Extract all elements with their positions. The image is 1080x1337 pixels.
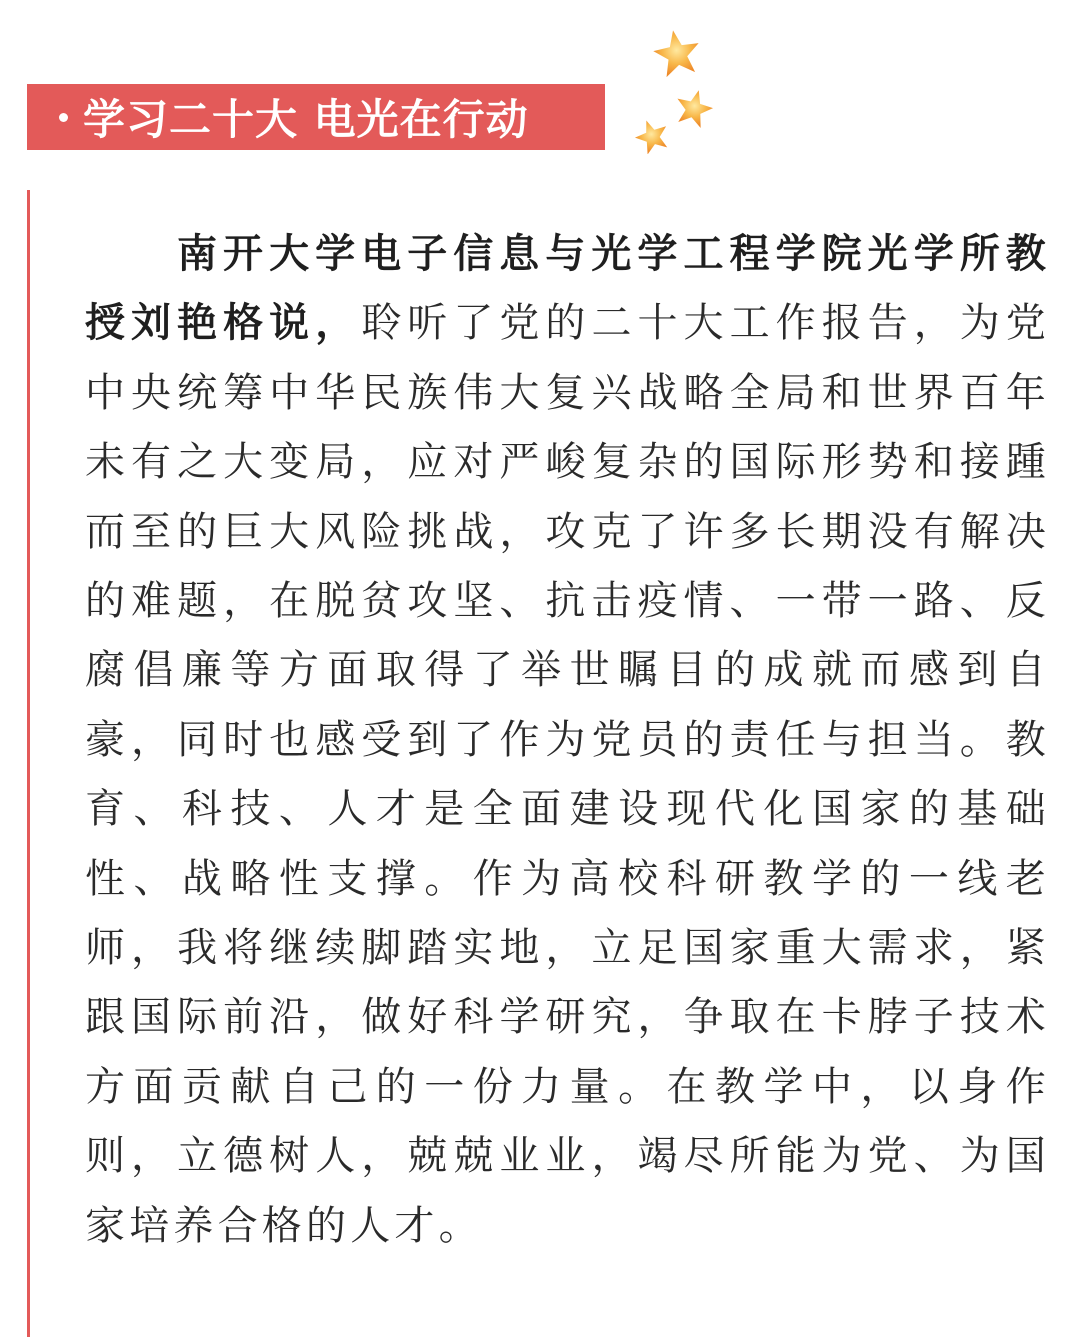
section-banner [27,84,605,150]
bullet-dot [59,113,68,122]
section-title: 学习二十大 电光在行动 [83,95,529,144]
article-lead: 南开大学电子信息与光学工程学院光学所教授刘艳格说， [85,231,1050,347]
star-icon [652,28,702,78]
star-icon [674,88,714,128]
article-paragraph [85,220,1050,1261]
left-accent-line [27,190,30,1337]
article-body: 聆听了党的二十大工作报告，为党中央统筹中华民族伟大复兴战略全局和世界百年未有之大变局，应对严峻复杂的国际形势和接踵而至的巨大风险挑战，攻克了许多长期没有解决的难题，在脱贫攻坚、抗击疫情、一带一路、反腐倡廉等方面取得了举世瞩目的成就而感到自豪，同时也感受到了作为党员的责任与担当。教育、科技、人才是全面建设现代化国家的基础性、战略性支撑。作为高校科研教学的一线老师，我将继续脚踏实地，立足国家重大需求，紧跟国际前沿，做好科学研究，争取在卡脖子技术方面贡献自己的一份力量。在教学中，以身作则，立德树人，兢兢业业，竭尽所能为党、为国家培养合格的人才。 [85,300,1051,1249]
star-icon [634,118,670,154]
